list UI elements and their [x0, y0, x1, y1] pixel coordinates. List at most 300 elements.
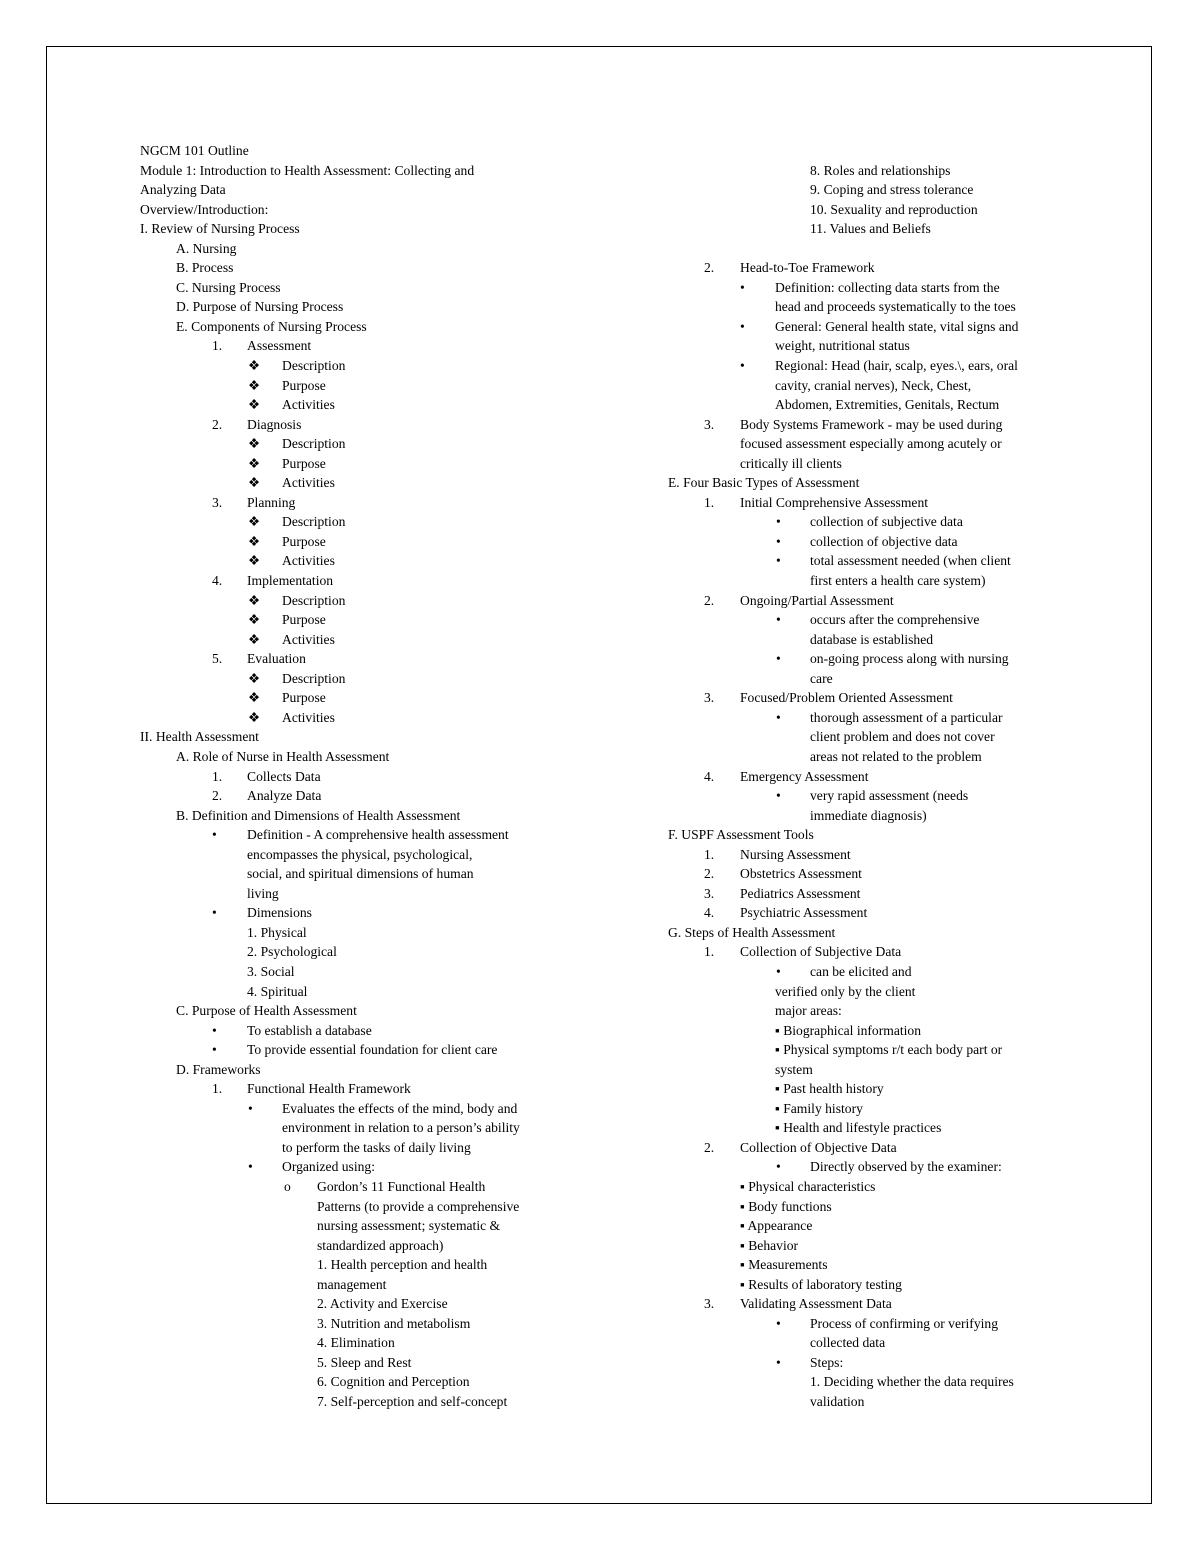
outline-text: NGCM 101 Outline — [140, 143, 249, 158]
outline-text: on-going process along with nursing — [810, 651, 1009, 667]
outline-text: ▪ Past health history — [775, 1081, 884, 1097]
left-column — [140, 141, 580, 1412]
outline-line — [668, 356, 1068, 376]
outline-line — [140, 161, 580, 181]
outline-line — [668, 1157, 1068, 1177]
list-marker: 2. — [704, 260, 715, 276]
outline-line — [668, 1099, 1068, 1119]
list-marker: • — [776, 788, 781, 804]
outline-line — [668, 1138, 1068, 1158]
outline-text: Overview/Introduction: — [140, 201, 269, 217]
outline-line — [140, 1138, 580, 1158]
outline-line — [668, 473, 1068, 493]
outline-text: standardized approach) — [317, 1237, 444, 1253]
outline-text: 1. Deciding whether the data requires — [810, 1374, 1014, 1390]
outline-line — [668, 1118, 1068, 1138]
outline-line — [668, 982, 1068, 1002]
outline-line — [140, 610, 580, 630]
outline-line — [668, 630, 1068, 650]
outline-text: 1. Health perception and health — [317, 1257, 488, 1273]
outline-line — [140, 219, 580, 239]
outline-line — [140, 258, 580, 278]
outline-text: areas not related to the problem — [810, 748, 982, 764]
outline-text: Abdomen, Extremities, Genitals, Rectum — [775, 397, 1000, 413]
outline-text: B. Definition and Dimensions of Health Assessment — [176, 807, 461, 823]
list-marker: • — [248, 1100, 253, 1116]
outline-line — [668, 767, 1068, 787]
outline-text: 6. Cognition and Perception — [317, 1374, 470, 1390]
outline-text: Description — [282, 670, 346, 686]
outline-text: collection of subjective data — [810, 514, 963, 530]
list-marker: ❖ — [248, 533, 261, 549]
outline-line — [668, 1392, 1068, 1412]
outline-line — [668, 336, 1068, 356]
outline-line — [668, 1079, 1068, 1099]
list-marker: 1. — [704, 846, 715, 862]
list-marker: ❖ — [248, 436, 261, 452]
outline-text: first enters a health care system) — [810, 573, 986, 589]
outline-text: care — [810, 670, 833, 686]
list-marker: 2. — [212, 788, 223, 804]
outline-text: E. Four Basic Types of Assessment — [668, 475, 860, 491]
outline-line — [140, 493, 580, 513]
outline-text: 8. Roles and relationships — [810, 162, 951, 178]
list-marker: ❖ — [248, 709, 261, 725]
outline-text: Purpose — [282, 690, 326, 706]
outline-text: Collects Data — [247, 768, 321, 784]
outline-text: Obstetrics Assessment — [740, 866, 862, 882]
outline-line — [668, 591, 1068, 611]
outline-text: social, and spiritual dimensions of human — [247, 866, 474, 882]
outline-line — [140, 571, 580, 591]
list-marker: ❖ — [248, 358, 261, 374]
outline-line — [140, 1021, 580, 1041]
outline-text: very rapid assessment (needs — [810, 788, 969, 804]
outline-text: 2. Activity and Exercise — [317, 1296, 448, 1312]
outline-text: 1. Physical — [247, 924, 307, 940]
outline-line — [140, 1118, 580, 1138]
list-marker: • — [776, 533, 781, 549]
outline-text: collection of objective data — [810, 533, 958, 549]
outline-text: C. Nursing Process — [176, 279, 281, 295]
outline-text: Purpose — [282, 533, 326, 549]
outline-line — [668, 219, 1068, 239]
outline-text: cavity, cranial nerves), Neck, Chest, — [775, 377, 972, 393]
outline-line — [140, 1060, 580, 1080]
outline-line — [140, 591, 580, 611]
blank-line — [668, 239, 1068, 259]
outline-line — [140, 1040, 580, 1060]
outline-text: Validating Assessment Data — [740, 1296, 892, 1312]
outline-text: Focused/Problem Oriented Assessment — [740, 690, 953, 706]
outline-text: focused assessment especially among acutely or — [740, 436, 1002, 452]
outline-text: management — [317, 1276, 387, 1292]
outline-line — [140, 512, 580, 532]
list-marker: 2. — [212, 416, 223, 432]
outline-line — [140, 1294, 580, 1314]
outline-text: Emergency Assessment — [740, 768, 869, 784]
outline-line — [668, 1177, 1068, 1197]
outline-line — [140, 1177, 580, 1197]
outline-text: Purpose — [282, 377, 326, 393]
list-marker: • — [776, 612, 781, 628]
outline-line — [140, 532, 580, 552]
outline-text: critically ill clients — [740, 455, 842, 471]
outline-text: Purpose — [282, 612, 326, 628]
outline-text: 3. Nutrition and metabolism — [317, 1315, 471, 1331]
outline-line — [140, 688, 580, 708]
outline-text: 3. Social — [247, 963, 295, 979]
list-marker: 1. — [212, 768, 223, 784]
outline-line — [668, 649, 1068, 669]
list-marker: • — [740, 318, 745, 334]
list-marker: ❖ — [248, 612, 261, 628]
list-marker: • — [776, 1159, 781, 1175]
outline-line — [140, 180, 580, 200]
outline-line — [668, 1060, 1068, 1080]
outline-text: Description — [282, 592, 346, 608]
outline-line — [668, 200, 1068, 220]
outline-line — [668, 1197, 1068, 1217]
list-marker: • — [248, 1159, 253, 1175]
outline-text: Patterns (to provide a comprehensive — [317, 1198, 520, 1214]
outline-line — [140, 786, 580, 806]
list-marker: ❖ — [248, 690, 261, 706]
outline-line — [668, 297, 1068, 317]
outline-line — [140, 649, 580, 669]
outline-text: ▪ Appearance — [740, 1218, 813, 1234]
outline-text: database is established — [810, 631, 934, 647]
outline-text: ▪ Biographical information — [775, 1022, 922, 1038]
outline-text: ▪ Health and lifestyle practices — [775, 1120, 942, 1136]
outline-line — [668, 942, 1068, 962]
outline-line — [140, 1197, 580, 1217]
outline-line — [140, 923, 580, 943]
outline-text: Regional: Head (hair, scalp, eyes.\, ears, oral — [775, 358, 1018, 374]
outline-line — [140, 806, 580, 826]
outline-line — [668, 532, 1068, 552]
outline-line — [140, 884, 580, 904]
outline-line — [668, 161, 1068, 181]
list-marker: ❖ — [248, 670, 261, 686]
outline-line — [668, 903, 1068, 923]
outline-line — [140, 434, 580, 454]
outline-text: immediate diagnosis) — [810, 807, 927, 823]
list-marker: • — [776, 651, 781, 667]
outline-line — [140, 356, 580, 376]
outline-text: Description — [282, 514, 346, 530]
outline-text: D. Frameworks — [176, 1061, 261, 1077]
list-marker: 2. — [704, 592, 715, 608]
outline-text: 4. Spiritual — [247, 983, 308, 999]
outline-line — [668, 512, 1068, 532]
outline-text: Body Systems Framework - may be used during — [740, 416, 1003, 432]
outline-text: Pediatrics Assessment — [740, 885, 861, 901]
outline-line — [668, 1236, 1068, 1256]
outline-line — [140, 1392, 580, 1412]
outline-line — [140, 903, 580, 923]
outline-line — [668, 727, 1068, 747]
outline-text: nursing assessment; systematic & — [317, 1218, 501, 1234]
outline-text: 4. Elimination — [317, 1335, 395, 1351]
outline-text: occurs after the comprehensive — [810, 612, 980, 628]
outline-line — [668, 376, 1068, 396]
outline-line — [668, 747, 1068, 767]
outline-line — [668, 786, 1068, 806]
outline-text: Directly observed by the examiner: — [810, 1159, 1002, 1175]
outline-text: Functional Health Framework — [247, 1081, 411, 1097]
outline-line — [668, 708, 1068, 728]
outline-line — [140, 1255, 580, 1275]
list-marker: 3. — [704, 885, 715, 901]
outline-line — [140, 1079, 580, 1099]
list-marker: 1. — [704, 944, 715, 960]
outline-text: 11. Values and Beliefs — [810, 221, 931, 237]
outline-text: Activities — [282, 709, 335, 725]
outline-line — [140, 336, 580, 356]
outline-text: Diagnosis — [247, 416, 302, 432]
outline-text: validation — [810, 1394, 865, 1409]
outline-text: To establish a database — [247, 1022, 372, 1038]
outline-line — [140, 864, 580, 884]
list-marker: 5. — [212, 651, 223, 667]
outline-text: To provide essential foundation for client care — [247, 1042, 498, 1058]
outline-text: major areas: — [775, 1003, 842, 1019]
outline-text: Steps: — [810, 1354, 844, 1370]
outline-line — [668, 1372, 1068, 1392]
list-marker: 3. — [704, 416, 715, 432]
outline-line — [668, 1353, 1068, 1373]
list-marker: ❖ — [248, 553, 261, 569]
list-marker: 3. — [704, 1296, 715, 1312]
outline-line — [668, 1314, 1068, 1334]
outline-text: ▪ Body functions — [740, 1198, 832, 1214]
outline-text: to perform the tasks of daily living — [282, 1139, 471, 1155]
outline-line — [140, 1236, 580, 1256]
outline-text: living — [247, 885, 279, 901]
outline-line — [668, 1275, 1068, 1295]
outline-text: I. Review of Nursing Process — [140, 221, 300, 237]
outline-line — [668, 434, 1068, 454]
outline-line — [668, 884, 1068, 904]
list-marker: • — [776, 514, 781, 530]
outline-line — [668, 258, 1068, 278]
outline-line — [140, 825, 580, 845]
outline-line — [140, 727, 580, 747]
outline-line — [668, 825, 1068, 845]
outline-line — [668, 1021, 1068, 1041]
outline-text: environment in relation to a person’s ability — [282, 1120, 520, 1136]
outline-text: thorough assessment of a particular — [810, 709, 1003, 725]
outline-text: Head-to-Toe Framework — [740, 260, 875, 276]
outline-line — [140, 1157, 580, 1177]
outline-line — [140, 239, 580, 259]
list-marker: • — [212, 1022, 217, 1038]
outline-text: Planning — [247, 494, 296, 510]
list-marker: ❖ — [248, 455, 261, 471]
list-marker: ❖ — [248, 592, 261, 608]
outline-text: Definition - A comprehensive health assessment — [247, 827, 509, 843]
list-marker: 1. — [212, 338, 223, 354]
outline-text: Gordon’s 11 Functional Health — [317, 1178, 486, 1194]
outline-line — [668, 571, 1068, 591]
outline-text: Dimensions — [247, 905, 312, 921]
outline-text: head and proceeds systematically to the toes — [775, 299, 1016, 315]
outline-text: Assessment — [247, 338, 312, 354]
outline-text: Activities — [282, 475, 335, 491]
list-marker: • — [740, 358, 745, 374]
outline-text: 9. Coping and stress tolerance — [810, 182, 974, 198]
list-marker: ❖ — [248, 377, 261, 393]
outline-line — [140, 376, 580, 396]
outline-text: Collection of Objective Data — [740, 1139, 897, 1155]
outline-text: D. Purpose of Nursing Process — [176, 299, 344, 315]
list-marker: ❖ — [248, 631, 261, 647]
outline-line — [140, 297, 580, 317]
outline-line — [668, 845, 1068, 865]
outline-line — [140, 200, 580, 220]
outline-text: Evaluates the effects of the mind, body and — [282, 1100, 518, 1116]
list-marker: • — [212, 1042, 217, 1058]
outline-text: ▪ Physical characteristics — [740, 1178, 876, 1194]
outline-text: F. USPF Assessment Tools — [668, 827, 814, 843]
outline-text: ▪ Behavior — [740, 1237, 799, 1253]
outline-line — [668, 1040, 1068, 1060]
list-marker: • — [212, 905, 217, 921]
outline-line — [668, 1294, 1068, 1314]
outline-text: client problem and does not cover — [810, 729, 995, 745]
outline-line — [140, 473, 580, 493]
outline-text: Definition: collecting data starts from the — [775, 279, 1000, 295]
outline-line — [140, 942, 580, 962]
outline-text: Initial Comprehensive Assessment — [740, 494, 929, 510]
outline-line — [668, 551, 1068, 571]
list-marker: • — [776, 1354, 781, 1370]
outline-text: total assessment needed (when client — [810, 553, 1011, 569]
list-marker: o — [284, 1178, 291, 1194]
outline-line — [140, 747, 580, 767]
outline-line — [668, 317, 1068, 337]
outline-text: Organized using: — [282, 1159, 375, 1175]
outline-text: system — [775, 1061, 813, 1077]
outline-text: G. Steps of Health Assessment — [668, 924, 836, 940]
outline-line — [140, 982, 580, 1002]
list-marker: • — [776, 553, 781, 569]
outline-line — [668, 923, 1068, 943]
blank-line — [668, 141, 1068, 161]
outline-line — [140, 845, 580, 865]
outline-line — [140, 708, 580, 728]
outline-line — [140, 669, 580, 689]
outline-text: Ongoing/Partial Assessment — [740, 592, 894, 608]
outline-line — [668, 454, 1068, 474]
outline-line — [668, 688, 1068, 708]
outline-text: 10. Sexuality and reproduction — [810, 201, 978, 217]
outline-text: ▪ Family history — [775, 1100, 863, 1116]
outline-text: Nursing Assessment — [740, 846, 851, 862]
outline-line — [140, 317, 580, 337]
outline-line — [140, 1001, 580, 1021]
outline-line — [140, 767, 580, 787]
outline-line — [668, 180, 1068, 200]
outline-line — [140, 1275, 580, 1295]
outline-text: 7. Self-perception and self-concept — [317, 1394, 508, 1409]
outline-line — [668, 669, 1068, 689]
outline-line — [140, 415, 580, 435]
outline-text: A. Nursing — [176, 240, 237, 256]
outline-text: Implementation — [247, 573, 334, 589]
list-marker: 3. — [704, 690, 715, 706]
outline-text: 5. Sleep and Rest — [317, 1354, 412, 1370]
outline-text: Evaluation — [247, 651, 306, 667]
outline-line — [140, 1372, 580, 1392]
outline-text: Collection of Subjective Data — [740, 944, 902, 960]
outline-text: C. Purpose of Health Assessment — [176, 1003, 357, 1019]
outline-line — [668, 395, 1068, 415]
outline-line — [140, 395, 580, 415]
outline-line — [668, 864, 1068, 884]
outline-text: weight, nutritional status — [775, 338, 910, 354]
outline-text: Module 1: Introduction to Health Assessment: Collecting and — [140, 162, 475, 178]
right-column — [668, 141, 1068, 1412]
outline-text: verified only by the client — [775, 983, 916, 999]
list-marker: 4. — [704, 768, 715, 784]
list-marker: • — [212, 827, 217, 843]
list-marker: ❖ — [248, 397, 261, 413]
list-marker: 3. — [212, 494, 223, 510]
list-marker: 4. — [212, 573, 223, 589]
outline-line — [668, 493, 1068, 513]
list-marker: • — [740, 279, 745, 295]
outline-line — [140, 1216, 580, 1236]
outline-line — [668, 415, 1068, 435]
outline-text: Analyze Data — [247, 788, 322, 804]
list-marker: 4. — [704, 905, 715, 921]
outline-text: 2. Psychological — [247, 944, 337, 960]
outline-line — [140, 630, 580, 650]
list-marker: ❖ — [248, 475, 261, 491]
outline-line — [140, 962, 580, 982]
outline-line — [668, 1001, 1068, 1021]
outline-line — [668, 1333, 1068, 1353]
outline-text: can be elicited and — [810, 963, 912, 979]
outline-text: Activities — [282, 397, 335, 413]
outline-text: General: General health state, vital signs and — [775, 318, 1019, 334]
outline-line — [140, 454, 580, 474]
outline-line — [668, 806, 1068, 826]
outline-text: B. Process — [176, 260, 234, 276]
outline-text: encompasses the physical, psychological, — [247, 846, 473, 862]
outline-line — [140, 551, 580, 571]
outline-text: Description — [282, 358, 346, 374]
list-marker: • — [776, 1315, 781, 1331]
outline-text: Process of confirming or verifying — [810, 1315, 999, 1331]
outline-line — [140, 1333, 580, 1353]
outline-line — [140, 141, 580, 161]
outline-text: Activities — [282, 553, 335, 569]
outline-text: Description — [282, 436, 346, 452]
list-marker: 2. — [704, 1139, 715, 1155]
outline-line — [668, 610, 1068, 630]
outline-text: Purpose — [282, 455, 326, 471]
list-marker: 1. — [704, 494, 715, 510]
list-marker: • — [776, 709, 781, 725]
outline-text: ▪ Measurements — [740, 1257, 828, 1273]
outline-line — [140, 1099, 580, 1119]
outline-text: Analyzing Data — [140, 182, 226, 198]
list-marker: 2. — [704, 866, 715, 882]
outline-text: A. Role of Nurse in Health Assessment — [176, 748, 390, 764]
